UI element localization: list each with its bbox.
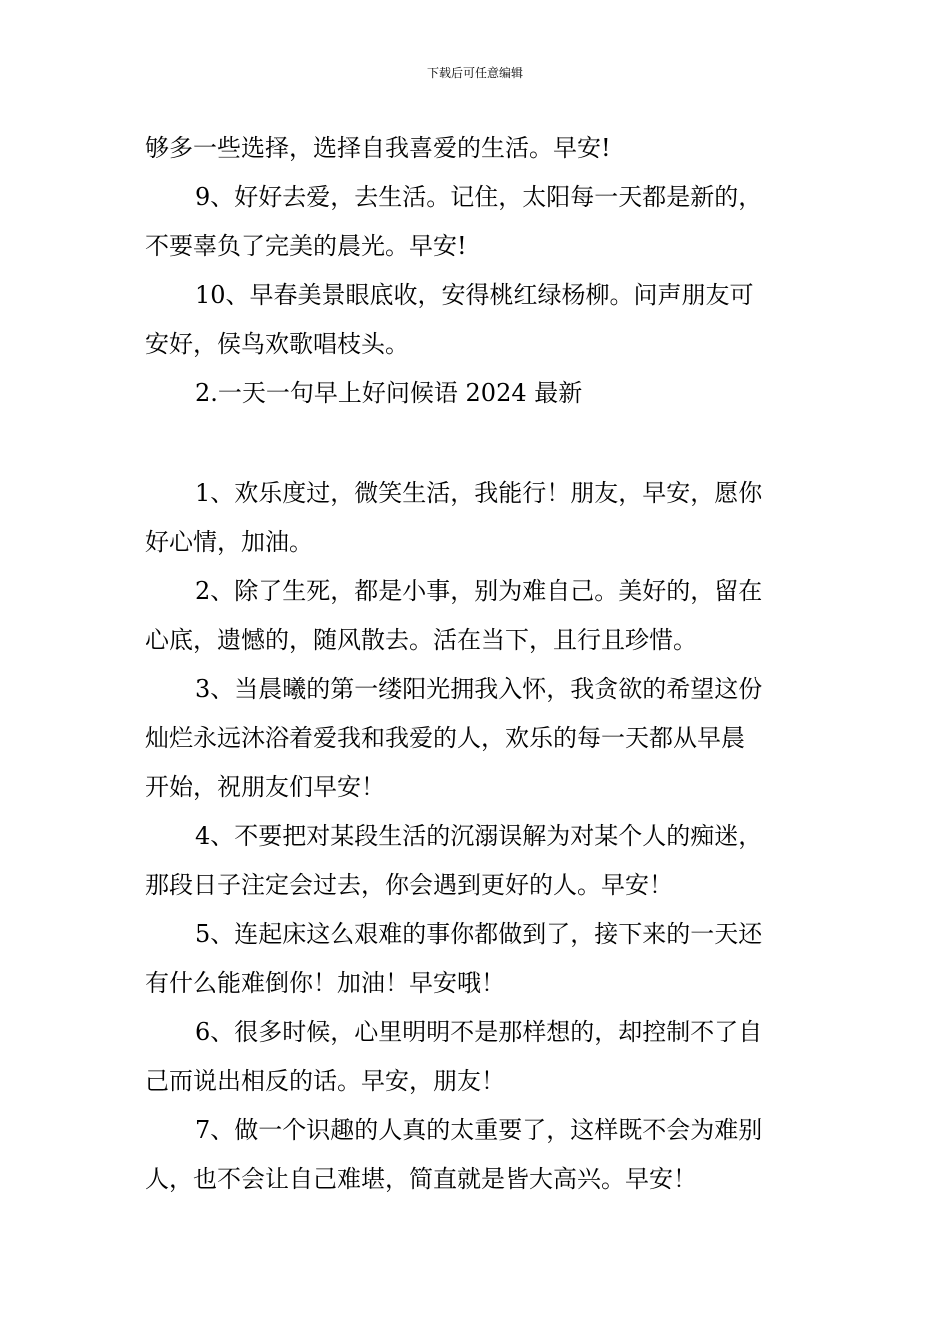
- section-heading: 2.一天一句早上好问候语 2024 最新: [195, 379, 583, 407]
- text-line: 4、不要把对某段生活的沉溺误解为对某个人的痴迷，: [195, 822, 763, 850]
- text-line: 己而说出相反的话。早安，朋友！: [145, 1067, 505, 1095]
- spacer: [145, 418, 807, 469]
- text-line: 灿烂永远沐浴着爱我和我爱的人，欢乐的每一天都从早晨: [145, 724, 745, 752]
- text-line: 那段日子注定会过去，你会遇到更好的人。早安！: [145, 871, 673, 899]
- text-line: 好心情，加油。: [145, 528, 313, 556]
- text-line: 人，也不会让自己难堪，简直就是皆大高兴。早安！: [145, 1165, 697, 1193]
- text-line: 不要辜负了完美的晨光。早安!: [145, 232, 467, 260]
- text-line: 10、早春美景眼底收，安得桃红绿杨柳。问声朋友可: [195, 281, 754, 309]
- text-line: 安好，侯鸟欢歌唱枝头。: [145, 330, 409, 358]
- text-line: 1、欢乐度过，微笑生活，我能行！朋友，早安，愿你: [195, 479, 763, 507]
- text-line: 7、做一个识趣的人真的太重要了，这样既不会为难别: [195, 1116, 763, 1144]
- text-line: 有什么能难倒你！加油！早安哦！: [145, 969, 505, 997]
- text-line: 2、除了生死，都是小事，别为难自己。美好的，留在: [195, 577, 763, 605]
- text-line: 开始，祝朋友们早安！: [145, 773, 385, 801]
- page-header: 下载后可任意编辑: [426, 66, 523, 80]
- text-line: 够多一些选择，选择自我喜爱的生活。早安!: [145, 134, 611, 162]
- text-line: 心底，遗憾的，随风散去。活在当下，且行且珍惜。: [145, 626, 697, 654]
- document-body: [145, 124, 807, 1204]
- text-line: 6、很多时候，心里明明不是那样想的，却控制不了自: [195, 1018, 763, 1046]
- text-line: 9、好好去爱，去生活。记住，太阳每一天都是新的，: [195, 183, 763, 211]
- text-line: 5、连起床这么艰难的事你都做到了，接下来的一天还: [195, 920, 763, 948]
- text-line: 3、当晨曦的第一缕阳光拥我入怀，我贪欲的希望这份: [195, 675, 763, 703]
